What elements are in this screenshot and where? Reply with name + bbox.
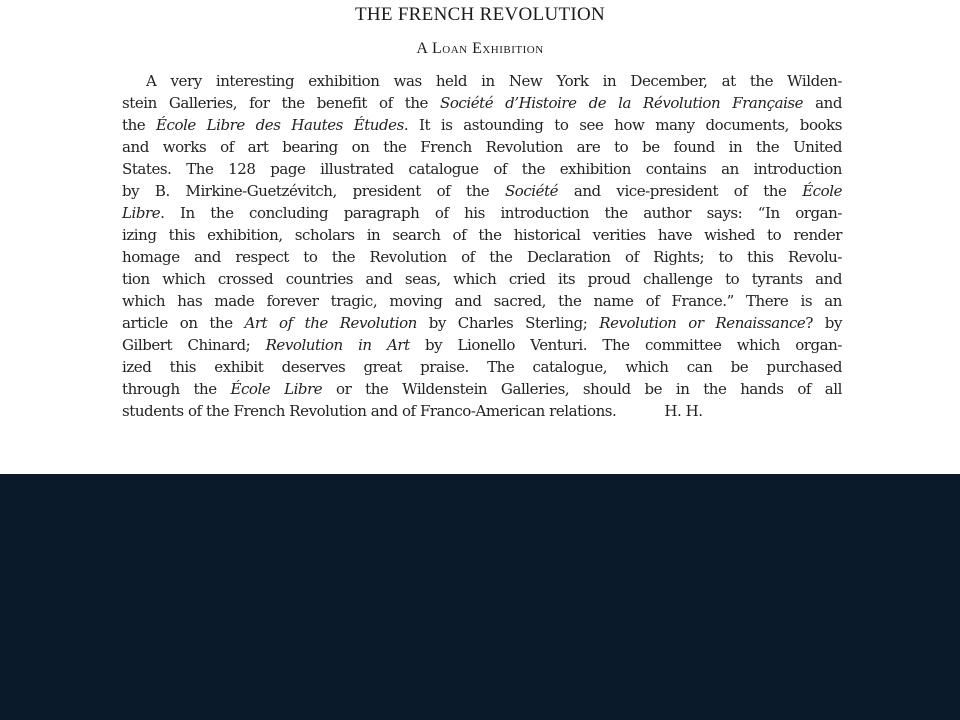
italic-title-text: École Libre des Hautes Études — [156, 116, 404, 134]
body-line — [122, 312, 842, 334]
body-text-run: by Lionello Venturi. The committee which organ- — [409, 336, 842, 354]
body-line — [122, 202, 842, 224]
body-text-run: ? by — [805, 314, 842, 332]
article-subtitle: A Loan Exhibition — [416, 40, 544, 57]
italic-title-text: École Libre — [230, 380, 323, 398]
italic-title-text: École — [802, 182, 842, 200]
italic-title-text: Société d’Histoire de la Révolution Française — [440, 94, 804, 112]
body-line — [122, 400, 842, 422]
body-line — [122, 246, 842, 268]
body-text-run: which has made forever tragic, moving and sacred, the name of France.” There is an — [122, 292, 842, 310]
body-text-run: ized this exhibit deserves great praise. The catalogue, which can be purchased — [122, 358, 842, 376]
body-line — [122, 378, 842, 400]
body-text-run: izing this exhibition, scholars in search of the historical verities have wished to render — [122, 226, 842, 244]
body-line — [122, 158, 842, 180]
body-line — [122, 224, 842, 246]
body-text-run: through the — [122, 380, 231, 398]
body-line — [122, 290, 842, 312]
body-text-run: stein Galleries, for the benefit of the — [122, 94, 441, 112]
italic-title-text: Libre — [122, 204, 161, 222]
body-text-run: students of the French Revolution and of Franco-American relations. — [122, 402, 617, 420]
body-line — [122, 268, 842, 290]
body-line — [122, 92, 842, 114]
body-text-run: Gilbert Chinard; — [122, 336, 266, 354]
italic-title-text: Art of the Revolution — [244, 314, 417, 332]
body-line — [122, 70, 842, 92]
italic-title-text: Société — [504, 182, 559, 200]
dark-background-band — [0, 474, 960, 720]
body-text-run: by B. Mirkine-Guetzévitch, president of the — [122, 182, 505, 200]
body-line — [122, 114, 842, 136]
body-text-run: . It is astounding to see how many documents, books — [403, 116, 842, 134]
body-line — [122, 180, 842, 202]
body-text-run: the — [122, 116, 157, 134]
body-line — [122, 136, 842, 158]
body-text-run: or the Wildenstein Galleries, should be in the hands of all — [322, 380, 842, 398]
body-text-run: . In the concluding paragraph of his introduction the author says: “In organ- — [160, 204, 842, 222]
body-text-run: tion which crossed countries and seas, which cried its proud challenge to tyrants and — [122, 270, 842, 288]
article-title: THE FRENCH REVOLUTION — [354, 4, 606, 25]
body-line — [122, 356, 842, 378]
body-line — [122, 334, 842, 356]
body-text-run: and works of art bearing on the French Revolution are to be found in the United — [122, 138, 842, 156]
body-text-run: article on the — [122, 314, 245, 332]
body-text-run: and vice-president of the — [558, 182, 803, 200]
body-text-run: by Charles Sterling; — [416, 314, 600, 332]
body-text-run: and — [803, 94, 842, 112]
body-text-run: States. The 128 page illustrated catalogue of the exhibition contains an introduction — [122, 160, 842, 178]
article-body — [122, 70, 842, 422]
author-signature: H. H. — [664, 402, 703, 420]
body-text-run: A very interesting exhibition was held in New York in December, at the Wilden- — [146, 72, 842, 90]
italic-title-text: Revolution or Renaissance — [599, 314, 806, 332]
body-text-run: homage and respect to the Revolution of the Declaration of Rights; to this Revolu- — [122, 248, 842, 266]
italic-title-text: Revolution in Art — [265, 336, 410, 354]
